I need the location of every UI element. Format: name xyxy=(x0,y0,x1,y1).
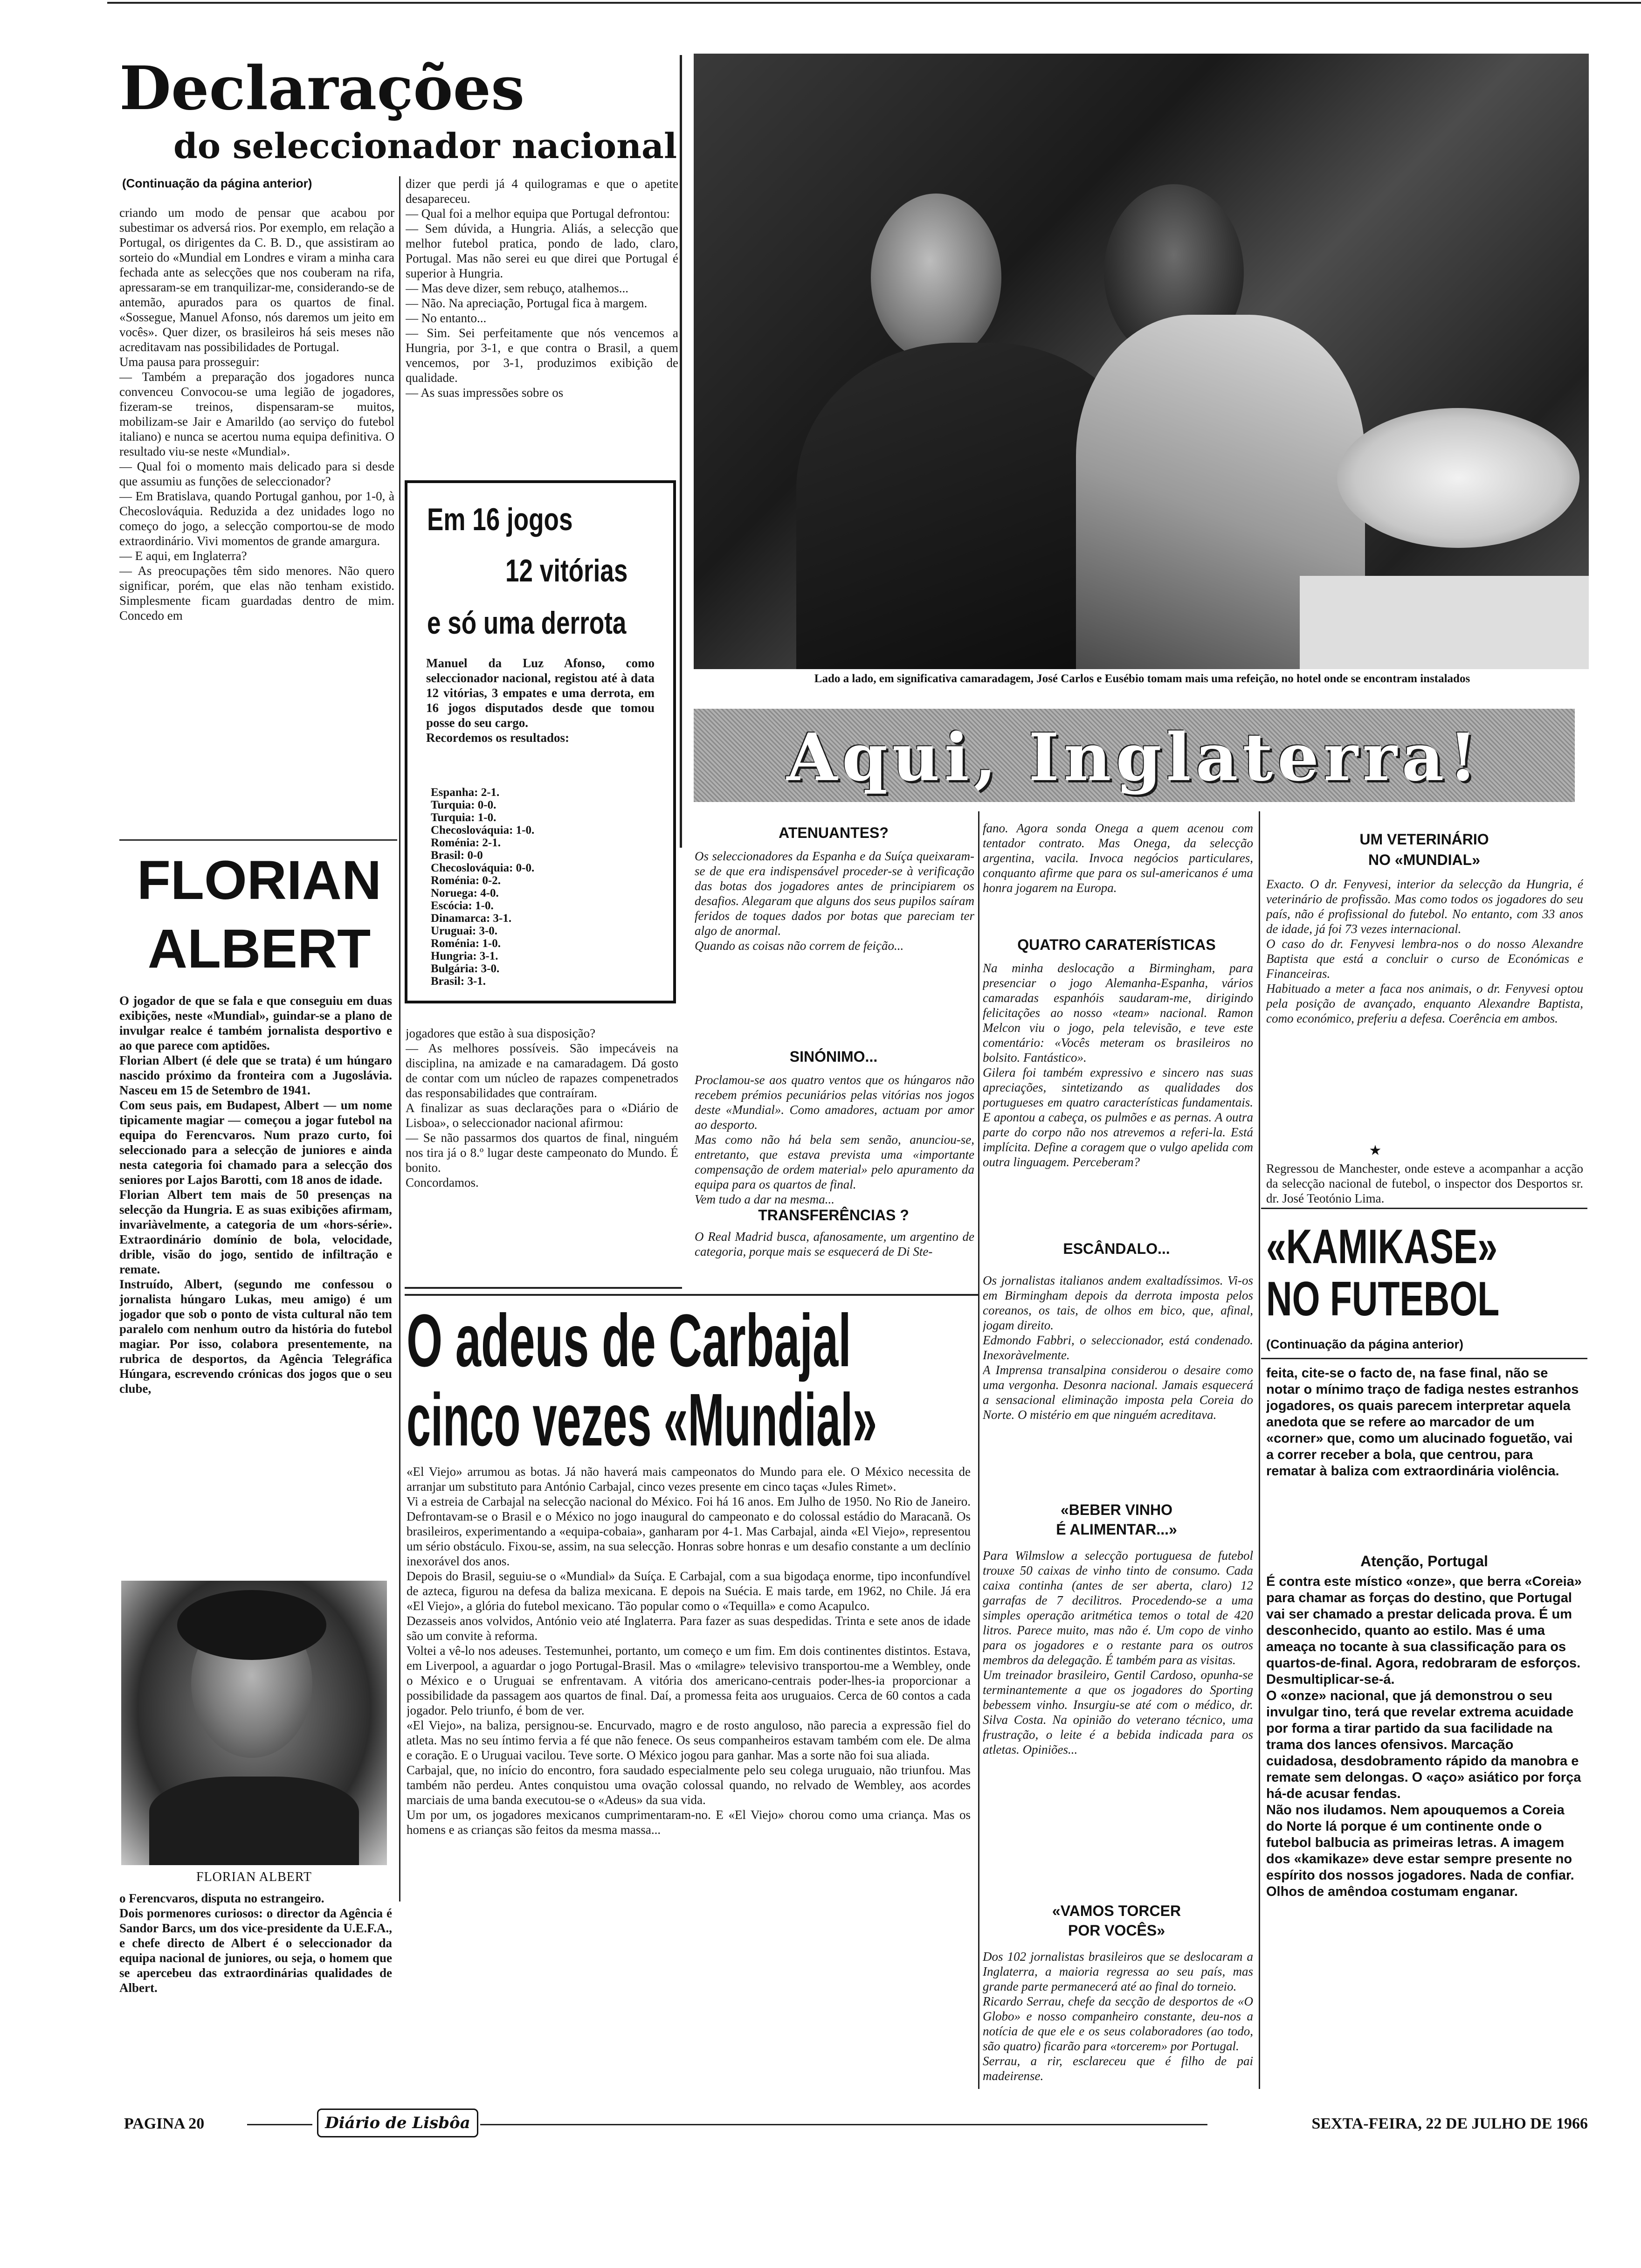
heading-transferencias: TRANSFERÊNCIAS ? xyxy=(758,1207,909,1224)
banner-aqui-inglaterra xyxy=(694,709,1575,802)
text-onega: fano. Agora sonda Onega a quem acenou com tentador contrato. Mas Onega, da selecção argentina, vacila. Invoca negócios particulares, conquanto afirme que para os sul-americanos é uma honra jogarem na Europa. xyxy=(983,821,1253,895)
text-veterinario: Exacto. O dr. Fenyvesi, interior da selecção da Hungria, é veterinário de profissão. Mas como todos os jogadores do seu país, não é profissional do futebol. No entanto, com 33 anos de idade, já foi 73 vezes internacional. O caso do dr. Fenyvesi lembra-nos o do nosso Alexandre Baptista que está a concluir o curso de Económicas e Financeiras. Habituado a meter a faca nos animais, o dr. Fenyvesi optou pela posição de avançado, enquanto Alexandre Baptista, como económico, preferiu a defesa. Coerência em ambos. xyxy=(1266,877,1583,1025)
result-item: Roménia: 1-0. xyxy=(431,937,501,950)
result-item: Roménia: 0-2. xyxy=(431,874,501,887)
heading-vamos-torcer-1: «VAMOS TORCER xyxy=(1052,1902,1181,1919)
heading-escandalo: ESCÂNDALO... xyxy=(1063,1240,1170,1257)
text-kamikase-1: feita, cite-se o facto de, na fase final, não se notar o mínimo traço de fadiga nestes estranhos jogadores, os quais parecem interpretar aquela anedota que se refere ao marcador de um «corner» que, como um alucinado foguetão, vai a correr receber a bola, que centrou, para rematar à baliza com extraordinária violência. xyxy=(1266,1366,1579,1479)
column-rule xyxy=(680,55,682,848)
result-item: Roménia: 2-1. xyxy=(431,837,501,849)
text-kamikase-2: É contra este místico «onze», que berra «Coreia» para chamar as forças do destino, que Portugal vai ser chamado a prestar delicada prova. É um desconhecido, quanto ao estilo. Mas é uma ameaça no tocante à sua classificação para os quartos-de-final. Agora, redobraram de esforços. Desmultiplicar-se-á. O «onze» nacional, que já demonstrou o seu invulgar tino, terá que revelar extrema acuidade por forma a tirar partido da sua facilidade na trama dos lances ofensivos. Marcação cuidadosa, desdobramento rápido da manobra e remate sem delongas. O «aço» asiático por força há-de acusar fendas. Não nos iludamos. Nem apouquemos a Coreia do Norte lá porque é um continente onde o futebol balbucia as primeiras letras. A imagem dos «kamikaze» deve estar sempre presente no espírito dos nossos jogadores. Nada de confiar. Olhos de amêndoa costumam enganar. xyxy=(1266,1574,1582,1899)
results-list xyxy=(431,786,641,991)
heading-beber-vinho-1: «BEBER VINHO xyxy=(1060,1501,1173,1518)
section-rule xyxy=(119,839,397,841)
text-sinonimo: Proclamou-se aos quatro ventos que os húngaros não recebem prémios pecuniários pelas vitórias nos jogos deste «Mundial». Como amadores, actuam por amor ao desporto. Mas como não há bela sem senão, anunciou-se, entretanto, que estava prevista uma «importante compensação de ordem material» pelo apuramento da equipa para os quartos de final. Vem tudo a dar na mesma... xyxy=(695,1073,974,1206)
column-rule xyxy=(978,811,979,2089)
headline-albert: ALBERT xyxy=(147,918,371,980)
result-item: Checoslováquia: 1-0. xyxy=(431,824,535,837)
photo-jose-carlos-eusebio xyxy=(694,54,1589,669)
text-atenuantes: Os seleccionadores da Espanha e da Suíça queixaram-se de que era indispensável proceder-se à verificação das botas dos jogadores antes de principiarem os desafios. Alegaram que alguns dos seus pupilos saíram feridos de toques dados por botas que pareciam ter algo de anormal. Quando as coisas não correm de feição... xyxy=(695,849,974,953)
kamikase-continuation: (Continuação da página anterior) xyxy=(1266,1337,1464,1351)
article-florian: O jogador de que se fala e que conseguiu em duas exibições, neste «Mundial», guindar-se a plano de invulgar realce é também jornalista desportivo e ao que parece com aptidões. Florian Albert (é dele que se trata) é um húngaro nascido próximo da fronteira com a Jugoslávia. Nasceu em 15 de Setembro de 1941. Com seus pais, em Budapest, Albert — um nome tipicamente magiar — começou a jogar futebol na equipa do Ferencvaros. Num prazo curto, foi seleccionado para a selecção de juniores e ainda nesta categoria foi chamado para a selecção dos seniores por Lajos Barotti, com 18 anos de idade. Florian Albert tem mais de 50 presenças na selecção da Hungria. E as suas exibições afirmam, invariàvelmente, a categoria de um «hors-série». Extraordinário domínio de bola, velocidade, drible, visão do jogo, sentido de infiltração e remate. Instruído, Albert, (segundo me confessou o jornalista húngaro Lukas, meu amigo) é um jogador que sob o ponto de vista cultural não tem paralelo com nenhum outro da história do futebol magiar. Por isso, colabora presentemente, na rubrica de desportos, da Agência Telegráfica Húngara, escrevendo crónicas dos jogos que o seu clube, xyxy=(119,994,392,1396)
result-item: Escócia: 1-0. xyxy=(431,899,494,912)
heading-veterinario-2: NO «MUNDIAL» xyxy=(1368,851,1480,868)
headline-no-futebol: NO FUTEBOL xyxy=(1266,1272,1500,1326)
photo-caption-florian: FLORIAN ALBERT xyxy=(196,1870,312,1884)
headline-carbajal-2: cinco vezes «Mundial» xyxy=(407,1378,877,1461)
article-declaracoes-col2: dizer que perdi já 4 quilogramas e que o apetite desapareceu. — Qual foi a melhor equipa que Portugal defrontou: — Sem dúvida, a Hungria. Aliás, a selecção que melhor futebol pratica, pondo de lado, claro, Portugal. Mas não serei eu que direi que Portugal é superior à Hungria. — Mas deve dizer, sem rebuço, atalhemos... — Não. Na apreciação, Portugal fica à margem. — No entanto... — Sim. Sei perfeitamente que nós vencemos a Hungria, por 3-1, e que contra o Brasil, a quem vencemos, por 3-1, produzimos exibição de qualidade. — As suas impressões sobre os xyxy=(406,177,678,400)
result-item: Bulgária: 3-0. xyxy=(431,962,500,975)
result-item: Espanha: 2-1. xyxy=(431,786,500,799)
text-vamos-torcer: Dos 102 jornalistas brasileiros que se deslocaram a Inglaterra, a maioria regressa ao seu país, mas grande parte permanecerá até ao final do torneio. Ricardo Serrau, chefe da secção de desportos de «O Globo» e nosso companheiro constante, deu-nos a notícia de que ele e os seus colaboradores (ao todo, são quatro) ficarão para «torcerem» por Portugal. Serrau, a rir, esclareceu que é filho de pai madeirense. xyxy=(983,1950,1253,2083)
heading-veterinario-1: UM VETERINÁRIO xyxy=(1359,831,1489,848)
headline-kamikase: «KAMIKASE» xyxy=(1266,1220,1498,1274)
heading-sinonimo: SINÓNIMO... xyxy=(789,1048,878,1065)
article-declaracoes-col1: criando um modo de pensar que acabou por subestimar os adversá rios. Por exemplo, em relação a Portugal, os dirigentes da C. B. D., que assistiram ao sorteio do «Mundial em Londres e viram a minha cara fechada ante as selecções que nos couberam na rifa, apressaram-se em tranquilizar-me, considerando-se de antemão, apurados para os quartos de final. «Sossegue, Manuel Afonso, nós daremos um jeito em vocês». Quer dizer, os brasileiros há seis meses não acreditavam nas possibilidades de Portugal. Uma pausa para prosseguir: — Também a preparação dos jogadores nunca convenceu Convocou-se uma legião de jogadores, fizeram-se treinos, dispensaram-se muitos, mobilizam-se Jair e Amarildo (ao serviço do futebol italiano) e nunca se acertou numa equipa definitiva. O resultado viu-se neste «Mundial». — Qual foi o momento mais delicado para si desde que assumiu as funções de seleccionador? — Em Bratislava, quando Portugal ganhou, por 1-0, à Checoslováquia. Reduzida a dez unidades logo no começo do jogo, a selecção comportou-se de modo extraordinário. Vivi momentos de grande amargura. — E aqui, em Inglaterra? — As preocupações têm sido menores. Não quero significar, porém, que elas não tenham existido. Simplesmente ficam guardadas dentro de mim. Concedo em xyxy=(119,206,394,622)
photo-table-plates xyxy=(1337,408,1579,548)
text-beber-vinho: Para Wilmslow a selecção portuguesa de futebol trouxe 50 caixas de vinho tinto de consumo. Cada caixa continha (antes de ser aberta, claro) 12 garrafas de 7 decilitros. Procedendo-se a uma simples operação aritmética temos o total de 420 litros. Parece muito, mas não é. Um copo de vinho para os jogadores e o restante para os outros membros da delegação. É também para as visitas. Um treinador brasileiro, Gentil Cardoso, opunha-se terminantemente a que os jogadores do Sporting bebessem vinho. Insurgiu-se até com o médico, dr. Silva Costa. Na opinião do veterano técnico, uma frustração, o leite é a bebida indicada para os atletas. Opiniões... xyxy=(983,1549,1253,1756)
box-intro: Manuel da Luz Afonso, como seleccionador nacional, registou até à data 12 vitórias, 3 empates e uma derrota, em 16 jogos disputados desde que tomou posse do seu cargo. Recordemos os resultados: xyxy=(426,656,655,745)
footer-rule xyxy=(480,2124,1207,2125)
text-transferencias: O Real Madrid busca, afanosamente, um argentino de categoria, porque mais se esquecerá de Di Ste- xyxy=(695,1230,974,1258)
column-rule xyxy=(1259,811,1260,2089)
results-box xyxy=(405,480,676,1003)
article-carbajal: «El Viejo» arrumou as botas. Já não haverá mais campeonatos do Mundo para ele. O México necessita de arranjar um substituto para António Carbajal, cinco vezes presente em cinco taças «Jules Rimet». Vi a estreia de Carbajal na selecção nacional do México. Foi há 16 anos. Em Julho de 1950. No Rio de Janeiro. Defrontavam-se o Brasil e o México no jogo inaugural do campeonato e do colossal estádio do Maracanã. Os brasileiros, experimentando a «equipa-cobaia», ganharam por 4-1. Mas Carbajal, ainda «El Viejo», representou um sério obstáculo. Fixou-se, assim, na sua selecção. Honras sobre honras e um desafio constante a um declínio inexorável dos anos. Depois do Brasil, seguiu-se o «Mundial» da Suíça. E Carbajal, com a sua bigodaça enorme, tipo inconfundível de azteca, figurou na defesa da baliza mexicana. E depois na Suécia. E mais tarde, em 1962, no Chile. Já era «El Viejo», a glória do futebol mexicano. Tão popular como o «Tequilla» e como Acapulco. Dezasseis anos volvidos, António veio até Inglaterra. Para fazer as suas despedidas. Trinta e sete anos de idade são um convite à reforma. Voltei a vê-lo nos adeuses. Testemunhei, portanto, um começo e um fim. Em dois continentes distintos. Estava, em Liverpool, a aguardar o jogo Portugal-Brasil. Mas o «milagre» televisivo transportou-me a Wembley, onde o México e o Uruguai se enfrentavam. A vitória dos americano-centrais poder-lhes-ia proporcionar a possibilidade da passagem aos quartos de final. Daí, a promessa feita aos uruguaios. Cerca de 60 contos a cada jogador. Pelo triunfo, é bom de ver. «El Viejo», na baliza, persignou-se. Encurvado, magro e de rosto anguloso, não parecia a expressão fiel do atleta. Mas no seu íntimo fervia a fé que não fenece. Os seus companheiros estavam também com ele. De alma e coração. E o Uruguai vacilou. Teve sorte. O México jogou para ganhar. Mas a sorte não foi sua aliada. Carbajal, que, no início do encontro, fora saudado especialmente pelo seu colega uruguaio, não triunfou. Mas também não perdeu. Antes conquistou uma ovação colossal quando, no relvado de Wembley, aos acordes marciais de uma banda executou-se o «Adeus» da sua vida. Um por um, os jogadores mexicanos cumprimentaram-no. E «El Viejo» chorou como uma criança. Mas os homens e as crianças são feitos da mesma massa... xyxy=(407,1465,971,1837)
section-rule xyxy=(1261,1358,1587,1359)
section-rule xyxy=(405,1294,978,1296)
article-florian-end: o Ferencvaros, disputa no estrangeiro. Dois pormenores curiosos: o director da Agência é Sandor Barcs, um dos vice-presidente da U.E.F.A., e chefe directo de Albert é o seleccionador da equipa nacional de juniores, ou seja, o homem que se apercebeu das extraordinárias qualidades de Albert. xyxy=(119,1891,392,1995)
issue-date: SEXTA-FEIRA, 22 DE JULHO DE 1966 xyxy=(1311,2115,1588,2132)
footer-rule xyxy=(247,2124,312,2125)
heading-atenuantes: ATENUANTES? xyxy=(779,824,889,841)
section-rule xyxy=(405,1287,682,1289)
continuation-note: (Continuação da página anterior) xyxy=(122,176,312,190)
masthead-diario-de-lisboa: Diário de Lisbôa xyxy=(317,2109,478,2137)
photo-tablecloth xyxy=(1300,576,1589,669)
result-item: Hungria: 3-1. xyxy=(431,950,498,962)
result-item: Noruega: 4-0. xyxy=(431,887,499,899)
heading-vamos-torcer-2: POR VOCÊS» xyxy=(1068,1922,1165,1939)
headline-carbajal-1: O adeus de Carbajal xyxy=(407,1299,851,1382)
result-item: Brasil: 0-0 xyxy=(431,849,483,862)
photo-caption: Lado a lado, em significativa camaradagem, José Carlos e Eusébio tomam mais uma refeição, no hotel onde se encontram instalados xyxy=(814,672,1470,685)
result-item: Turquia: 1-0. xyxy=(431,811,496,824)
heading-atencao-portugal: Atenção, Portugal xyxy=(1360,1553,1488,1570)
result-item: Turquia: 0-0. xyxy=(431,799,496,811)
portrait-hair xyxy=(177,1590,326,1660)
box-line-2: 12 vitórias xyxy=(505,553,628,588)
florian-albert-photo xyxy=(121,1581,387,1865)
column-rule xyxy=(399,176,400,1902)
page-number: PAGINA 20 xyxy=(124,2115,205,2132)
result-item: Dinamarca: 3-1. xyxy=(431,912,512,925)
text-quatro-caracteristicas: Na minha deslocação a Birmingham, para presenciar o jogo Alemanha-Espanha, vários camaradas espanhóis saudaram-me, dirigindo felicitações ao nosso «team» nacional. Ramon Melcon viu o jogo, pela televisão, e teve este comentário: «Vocês meteram os brasileiros no bolsito. Fantástico». Gilera foi também expressivo e sincero nas suas apreciações, sintetizando as qualidades dos portugueses em quatro características fundamentais. E apontou a cabeça, os pulmões e as pernas. A outra parte do corpo não nos atrevemos a referi-la. Está implícita. Define a coragem que o vulgo apelida com outra linguagem. Perceberam? xyxy=(983,961,1253,1169)
result-item: Checoslováquia: 0-0. xyxy=(431,862,535,874)
subheadline-seleccionador: do seleccionador nacional xyxy=(173,126,677,166)
result-item: Uruguai: 3-0. xyxy=(431,925,498,937)
box-line-3: e só uma derrota xyxy=(427,605,627,641)
portrait-shirt xyxy=(149,1777,359,1865)
star-separator: ★ xyxy=(1369,1142,1382,1159)
headline-declaracoes: Declarações xyxy=(119,54,525,124)
section-rule xyxy=(1261,1208,1587,1209)
box-line-1: Em 16 jogos xyxy=(427,502,573,537)
heading-beber-vinho-2: É ALIMENTAR...» xyxy=(1056,1521,1177,1538)
result-item: Brasil: 3-1. xyxy=(431,975,486,988)
heading-quatro-caracteristicas: QUATRO CARATERÍSTICAS xyxy=(1017,936,1216,953)
text-escandalo: Os jornalistas italianos andem exaltadíssimos. Vi-os em Birmingham depois da derrota imposta pelos coreanos, os tais, de olhos em bico, que, afinal, jogam direito. Edmondo Fabbri, o seleccionador, está condenado. Inexoràvelmente. A Imprensa transalpina considerou o desaire como uma vergonha. Desonra nacional. Jamais esquecerá a sensacional eliminação imposta pela Coreia do Norte. O mistério em que ninguém acreditava. xyxy=(983,1273,1253,1422)
headline-florian: FLORIAN xyxy=(137,850,382,911)
article-declaracoes-col2b: jogadores que estão à sua disposição? — As melhores possíveis. São impecáveis na disciplina, na amizade e na camaradagem. Dá gosto de contar com um núcleo de rapazes compenetrados das responsabilidades que contraíram. A finalizar as suas declarações para o «Diário de Lisboa», o seleccionador nacional afirmou: — Se não passarmos dos quartos de final, ninguém nos tira já o 8.º lugar deste campeonato do Mundo. É bonito. Concordamos. xyxy=(406,1026,678,1189)
text-manchester: Regressou de Manchester, onde esteve a acompanhar a acção da selecção nacional de futebol, o inspector dos Desportos sr. dr. José Teotónio Lima. xyxy=(1266,1162,1583,1205)
banner-text: Aqui, Inglaterra! xyxy=(786,719,1482,796)
photo-figure-left-head xyxy=(871,194,1001,361)
top-rule xyxy=(107,2,1641,4)
